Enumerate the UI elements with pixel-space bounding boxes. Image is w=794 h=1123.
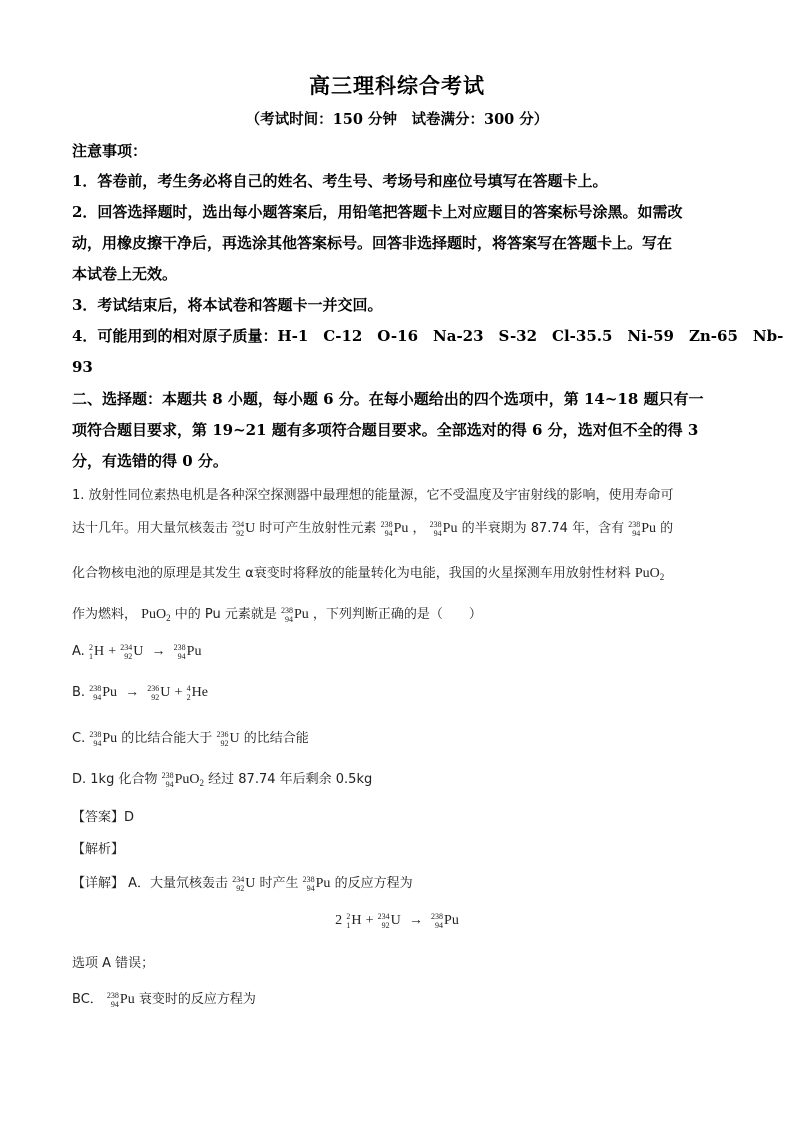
option-c-text: 的比结合能大于 (121, 731, 213, 746)
nuclide-pu238: 238 94 Pu (431, 912, 459, 930)
nuclide-pu238: 238 94 Pu (429, 519, 458, 538)
nuclide-pu238: 238 94 Pu (89, 684, 117, 702)
question-1-line-4 (72, 603, 482, 624)
bc-text: 衰变时的反应方程为 (138, 992, 256, 1007)
option-c-text: 的比结合能 (243, 731, 309, 746)
bc-line (72, 988, 256, 1009)
arrow-icon: → (151, 644, 166, 660)
nuclide-u234: 234 92 U (232, 874, 256, 893)
nuclide-u236: 236 92 U (216, 729, 240, 748)
notice-item-2-line-3: 本试卷上无效。 (72, 265, 178, 283)
equation-coefficient: 2 (335, 913, 343, 929)
formula-pu238o2: 238 94 PuO$_2$ (161, 770, 205, 789)
nuclide-u236: 236 92 U (147, 684, 171, 702)
q1-text: 的 (660, 521, 674, 536)
option-a (72, 643, 201, 661)
answer-value: D (124, 810, 135, 825)
arrow-icon: → (125, 685, 140, 701)
bc-label: BC． (72, 992, 103, 1007)
notice-item-2-line-1: 2．回答选择题时，选出每小题答案后，用铅笔把答题卡上对应题目的答案标号涂黑。如需改 (72, 203, 683, 221)
option-d (72, 768, 372, 789)
detail-line (72, 872, 413, 893)
reaction-equation (0, 912, 794, 930)
notice-item-4-line-2: 93 (72, 358, 93, 376)
option-d-label: D. 1kg 化合物 (72, 772, 158, 787)
nuclide-he4: 4 2 He (186, 684, 208, 702)
nuclide-u234: 234 92 U (232, 519, 256, 538)
q1-text: 达十几年。用大量氘核轰击 (72, 521, 229, 536)
nuclide-pu238: 238 94 Pu (106, 990, 135, 1009)
arrow-icon: → (408, 913, 423, 929)
q1-text: 的半衰期为 87.74 年，含有 (461, 521, 625, 536)
q1-text: 中的 Pu 元素就是 (174, 607, 277, 622)
notice-item-4-line-1: 4．可能用到的相对原子质量：H-1 C-12 O-16 Na-23 S-32 Cl-35.5 Ni-59 Zn-65 Nb- (72, 327, 784, 345)
nuclide-h2: 2 1 H (346, 912, 362, 930)
nuclide-pu238: 238 94 Pu (89, 729, 118, 748)
detail-text: 时产生 (259, 876, 299, 891)
nuclide-pu238: 238 94 Pu (173, 643, 202, 661)
option-b (72, 684, 208, 702)
option-c-label: C. (72, 731, 86, 746)
plus-sign: + (108, 644, 117, 660)
notice-item-2-line-2: 动，用橡皮擦干净后，再选涂其他答案标号。回答非选择题时，将答案写在答题卡上。写在 (72, 234, 673, 252)
answer-line (72, 806, 134, 825)
detail-text: A．大量氘核轰击 (128, 876, 229, 891)
q1-text: ，下列判断正确的是（ ） (312, 607, 482, 622)
answer-tag: 【答案】 (72, 810, 125, 825)
question-1-line-1: 1. 放射性同位素热电机是各种深空探测器中最理想的能量源，它不受温度及宇宙射线的影响，使用寿命可 (72, 488, 674, 503)
question-1-line-3 (72, 562, 664, 582)
plus-sign: + (174, 685, 183, 701)
nuclide-pu238: 238 94 Pu (280, 605, 309, 624)
option-c (72, 727, 309, 748)
q1-text: 作为燃料， (72, 607, 138, 622)
option-b-label: B. (72, 685, 86, 701)
conclusion-a: 选项 A 错误； (72, 956, 155, 971)
nuclide-u234: 234 92 U (377, 912, 401, 930)
analysis-tag: 【解析】 (72, 842, 125, 857)
section-instructions-line-1: 二、选择题：本题共 8 小题，每小题 6 分。在每小题给出的四个选项中，第 14~18 题只有一 (72, 390, 704, 408)
option-d-text: 经过 87.74 年后剩余 0.5kg (208, 772, 373, 787)
page-subtitle: （考试时间：150 分钟 试卷满分：300 分） (245, 111, 549, 128)
notice-item-3: 3．考试结束后，将本试卷和答题卡一并交回。 (72, 296, 383, 314)
nuclide-pu238: 238 94 Pu (380, 519, 409, 538)
nuclide-h2: 2 1 H (88, 643, 105, 661)
plus-sign: + (365, 913, 374, 929)
q1-text: 时可产生放射性元素 (259, 521, 377, 536)
question-1-line-2 (72, 517, 673, 538)
q1-text: 化合物核电池的原理是其发生 α衰变时将释放的能量转化为电能，我国的火星探测车用放射性材料 (72, 566, 631, 581)
formula-puo2: PuO$_2$ (141, 607, 171, 623)
detail-text: 的反应方程为 (334, 876, 413, 891)
nuclide-u234: 234 92 U (120, 643, 144, 661)
section-instructions-line-3: 分，有选错的得 0 分。 (72, 452, 228, 470)
q1-text: ， (412, 521, 426, 536)
formula-puo2: PuO$_2$ (634, 566, 665, 582)
page-title: 高三理科综合考试 (309, 73, 485, 98)
detail-tag: 【详解】 (72, 876, 125, 891)
nuclide-pu238: 238 94 Pu (628, 519, 657, 538)
notice-heading: 注意事项： (72, 142, 148, 160)
section-instructions-line-2: 项符合题目要求，第 19~21 题有多项符合题目要求。全部选对的得 6 分，选对但不全的得 3 (72, 421, 699, 439)
nuclide-pu238: 238 94 Pu (302, 874, 331, 893)
notice-item-1: 1．答卷前，考生务必将自己的姓名、考生号、考场号和座位号填写在答题卡上。 (72, 172, 608, 190)
option-a-label: A. (72, 644, 85, 660)
